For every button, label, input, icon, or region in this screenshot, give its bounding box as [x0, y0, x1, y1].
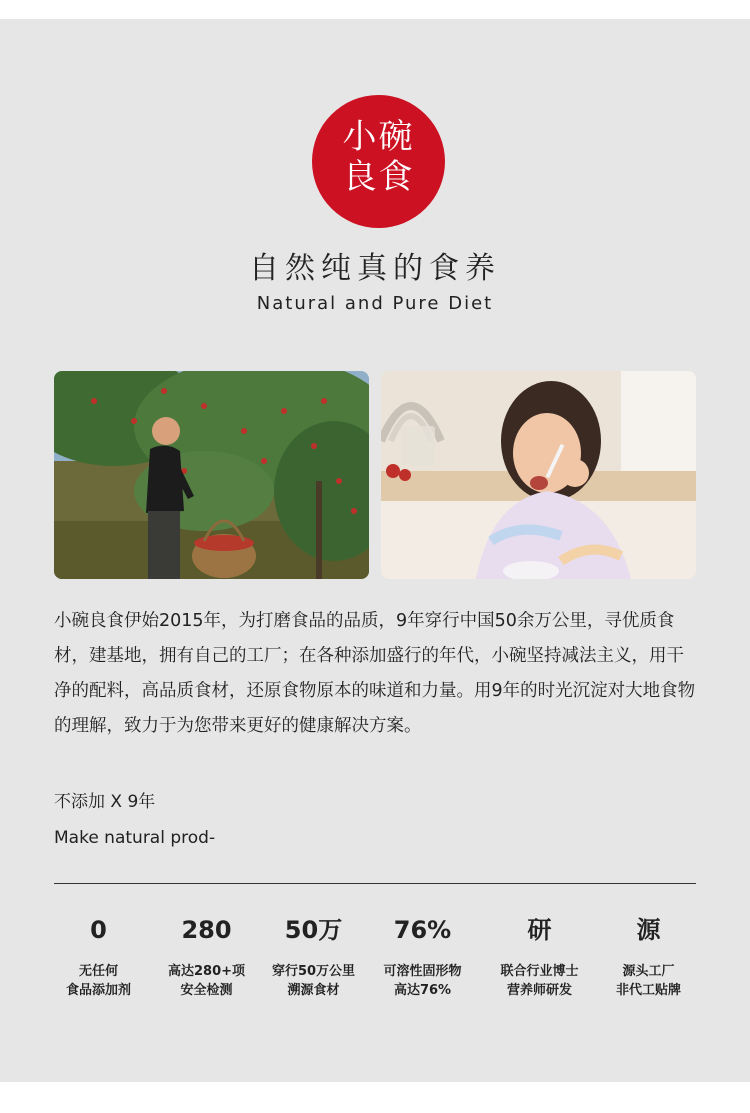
- tagline-chinese: 自然纯真的食养: [249, 251, 501, 286]
- child-eating-photo: [381, 371, 696, 579]
- stat-label-line-2: 高达76%: [393, 983, 452, 998]
- stat-value: 研: [527, 916, 552, 944]
- stat-label-line-1: 联合行业博士: [500, 964, 579, 979]
- stat-label-line-1: 高达280+项: [167, 964, 246, 979]
- english-note: Make natural prod-: [54, 828, 216, 848]
- stat-no-additive: [41, 912, 156, 1000]
- stat-research: [482, 912, 597, 1000]
- stat-value: 源: [636, 916, 661, 944]
- tagline-english: Natural and Pure Diet: [256, 293, 494, 314]
- section-divider: [54, 883, 696, 884]
- no-additive-note: 不添加 X 9年: [54, 792, 156, 812]
- stat-label-line-1: 源头工厂: [622, 964, 675, 979]
- brand-story-paragraph: 小碗良食伊始2015年，为打磨食品的品质，9年穿行中国50余万公里，寻优质食材，建基地，拥有自己的工厂；在各种添加盛行的年代，小碗坚持减法主义，用干净的配料，高品质食材，还原食物原本的味道和力量。用9年的时光沉淀对大地食物的理解，致力于为您带来更好的健康解决方案。: [54, 611, 696, 736]
- brand-logo: [312, 95, 445, 228]
- stat-label-line-1: 无任何: [78, 964, 118, 979]
- logo-text-line-1: 小碗: [342, 117, 415, 157]
- stat-label-line-2: 营养师研发: [506, 983, 572, 998]
- stat-soluble-solids: [365, 912, 480, 1000]
- stat-value: 280: [181, 916, 232, 944]
- stat-value: 50万: [284, 916, 343, 944]
- stat-safety-tests: [149, 912, 264, 1000]
- stat-label-line-2: 安全检测: [180, 983, 233, 998]
- stat-label-line-2: 溯源食材: [287, 983, 340, 998]
- stat-distance: [256, 912, 371, 1000]
- logo-text-line-2: 良食: [342, 157, 415, 197]
- orchard-photo: [54, 371, 369, 579]
- stat-value: 76%: [393, 916, 452, 944]
- stat-source-factory: [591, 912, 706, 1000]
- stat-label-line-1: 穿行50万公里: [271, 964, 356, 979]
- stat-label-line-2: 非代工贴牌: [615, 983, 681, 998]
- stat-label-line-1: 可溶性固形物: [383, 964, 462, 979]
- stat-value: 0: [90, 916, 107, 944]
- stat-label-line-2: 食品添加剂: [65, 983, 131, 998]
